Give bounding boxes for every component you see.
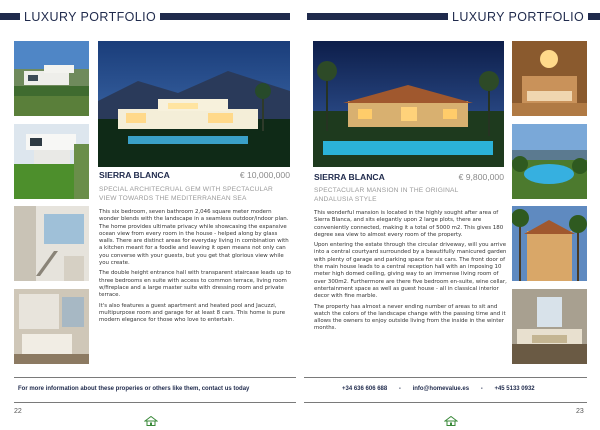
left-paragraph: It's also features a guest apartment and heated pool and Jacuzzi, multipurpose room and garage for at least 8 cars. This home is pure modern elegance for those who love to entertain. — [99, 302, 286, 324]
right-footer-contact — [342, 386, 535, 392]
left-top-rule — [14, 377, 296, 378]
left-footer-contact-text: For more information about these properies or others like them, contact us today — [18, 386, 250, 392]
left-property-subtitle: SPECIAL ARCHITECRUAL GEM WITH SPECTACULAR VIEW TOWARDS THE MEDITERRANEAN SEA — [99, 186, 273, 202]
thumb-interior-staircase — [14, 206, 89, 281]
left-description — [99, 209, 292, 327]
left-property-name: SIERRA BLANCA — [99, 170, 170, 180]
left-bottom-rule — [14, 402, 296, 403]
main-photo-andalusian-mansion — [313, 41, 504, 167]
left-header-title: LUXURY PORTFOLIO — [20, 10, 160, 24]
left-property-price: € 10,000,000 — [239, 170, 290, 180]
right-paragraph: This wonderful mansion is located in the highly sought after area of Sierra Blanca, and sits elegantly upon 2 large plots, there are conveniently connected, making it a total of 5000 m2. This gives 180 degree sea view to almost every room of the property. — [314, 210, 504, 238]
thumb-bedroom — [14, 289, 89, 364]
right-bottom-rule — [304, 402, 587, 403]
thumb-living-room — [512, 289, 587, 364]
right-property-subtitle: SPECTACULAR MANSION IN THE ORIGINAL ANDALUSIA STYLE — [314, 187, 459, 203]
right-page-number: 23 — [576, 408, 584, 415]
email-link[interactable]: info@homevalue.es — [412, 386, 470, 392]
phone-number-2[interactable]: +45 5133 0932 — [494, 386, 535, 392]
right-header-title: LUXURY PORTFOLIO — [448, 10, 588, 24]
left-paragraph: The double height entrance hall with transparent staircase leads up to three bedrooms en suite with access to common terrace, living room w/fireplace and a large master suite with dressing room and private terrace. — [99, 270, 291, 299]
house-logo-icon — [144, 411, 158, 421]
main-photo-modern-villa-dusk — [98, 41, 290, 167]
thumb-pool-terrace — [512, 124, 587, 199]
thumb-palm-courtyard — [512, 206, 587, 281]
right-description — [314, 210, 507, 336]
thumb-chandelier-salon — [512, 41, 587, 116]
left-paragraph: This six bedroom, seven bathroom 2,046 square meter modern wonder blends with the landscape in a seamless outdoor/indoor plan. The home provides ultimate privacy while showcasing the expansive ocean view from every room in the house - helped along by glass walls. There are distinct areas for everyday living in combination with a kitchen meant for a foodie and leaving it open means not only can you converse with your guests, but you get that glorious view while you create. — [99, 209, 289, 267]
separator: - — [480, 386, 483, 392]
thumb-villa-lawn — [14, 124, 89, 199]
house-logo-icon — [444, 411, 458, 421]
left-page-number: 22 — [14, 408, 22, 415]
phone-number-1[interactable]: +34 636 606 688 — [342, 386, 388, 392]
right-paragraph: The property has almost a never ending number of areas to sit and watch the colors of the landscape change with the passing time and it allows the owners to enjoy outside living from the inside in the winter months. — [314, 303, 506, 332]
thumb-modern-villa-exterior — [14, 41, 89, 116]
right-top-rule — [304, 377, 587, 378]
separator: - — [398, 386, 401, 392]
right-paragraph: Upon entering the estate through the circular driveway, will you arrive into a central courtyard surrounded by a beautifully manicured garden with plenty of garage and parking space for six cars. The front door of the main house leads to a central reception hall with an imposing 10 meter high domed ceiling, giving way to an immense living room of over 300m2. Furthermore are there five bedroom en-suite, wine cellar, entertainment space as well as guest house - all in classical interior decor with fine marble. — [314, 242, 507, 300]
right-property-price: € 9,800,000 — [458, 172, 504, 182]
right-property-name: SIERRA BLANCA — [314, 172, 385, 182]
